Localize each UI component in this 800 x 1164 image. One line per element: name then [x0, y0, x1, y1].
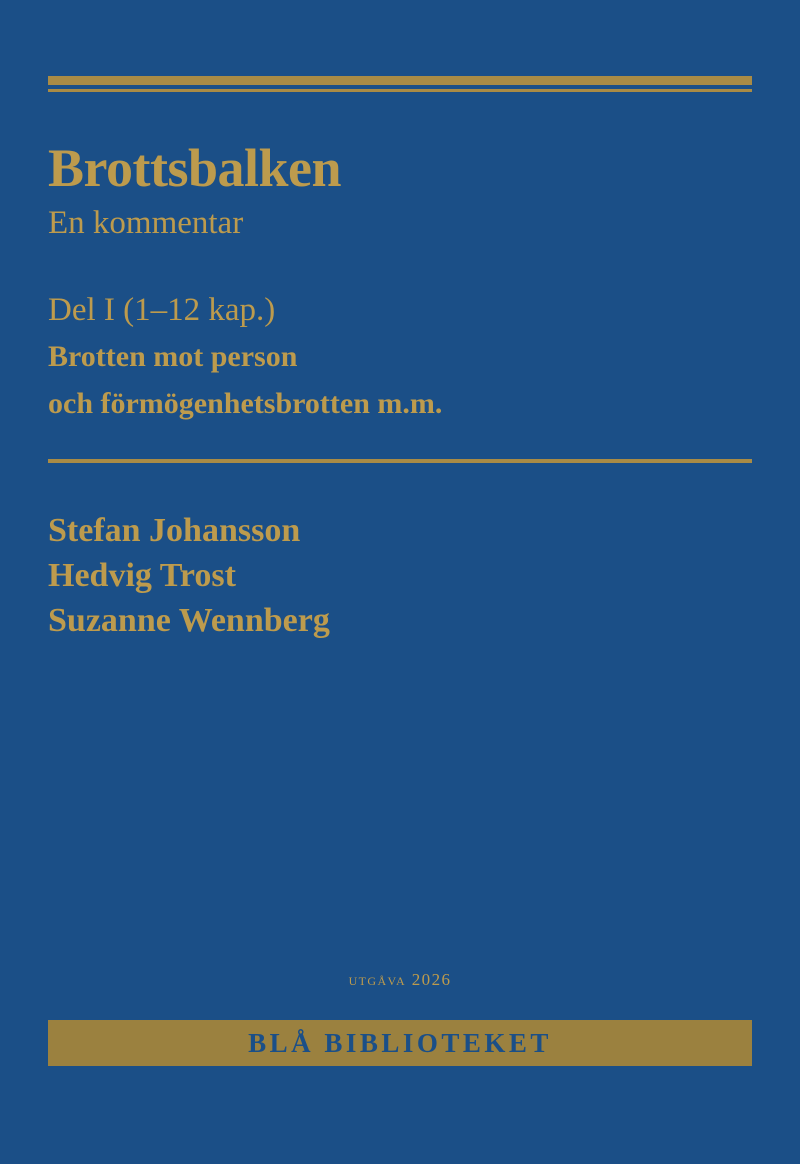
title-block — [48, 140, 752, 424]
author-name: Hedvig Trost — [48, 557, 236, 595]
top-rule-thin-bar — [48, 89, 752, 92]
author-name: Suzanne Wennberg — [48, 602, 330, 640]
part-description-line-2: och förmögenhetsbrotten m.m. — [48, 386, 443, 420]
edition-label: utgåva 2026 — [348, 970, 452, 989]
publisher-band — [48, 1020, 752, 1066]
part-description-line-1: Brotten mot person — [48, 340, 298, 373]
author-name: Stefan Johansson — [48, 512, 301, 549]
book-title: Brottsbalken — [48, 138, 342, 198]
book-subtitle: En kommentar — [48, 205, 244, 242]
publisher-name: BLÅ BIBLIOTEKET — [248, 1027, 552, 1058]
part-label: Del I (1–12 kap.) — [48, 291, 276, 328]
title-divider-rule — [48, 459, 752, 463]
top-decorative-rule — [48, 76, 752, 92]
author-list — [48, 508, 752, 644]
top-rule-thick-bar — [48, 76, 752, 85]
